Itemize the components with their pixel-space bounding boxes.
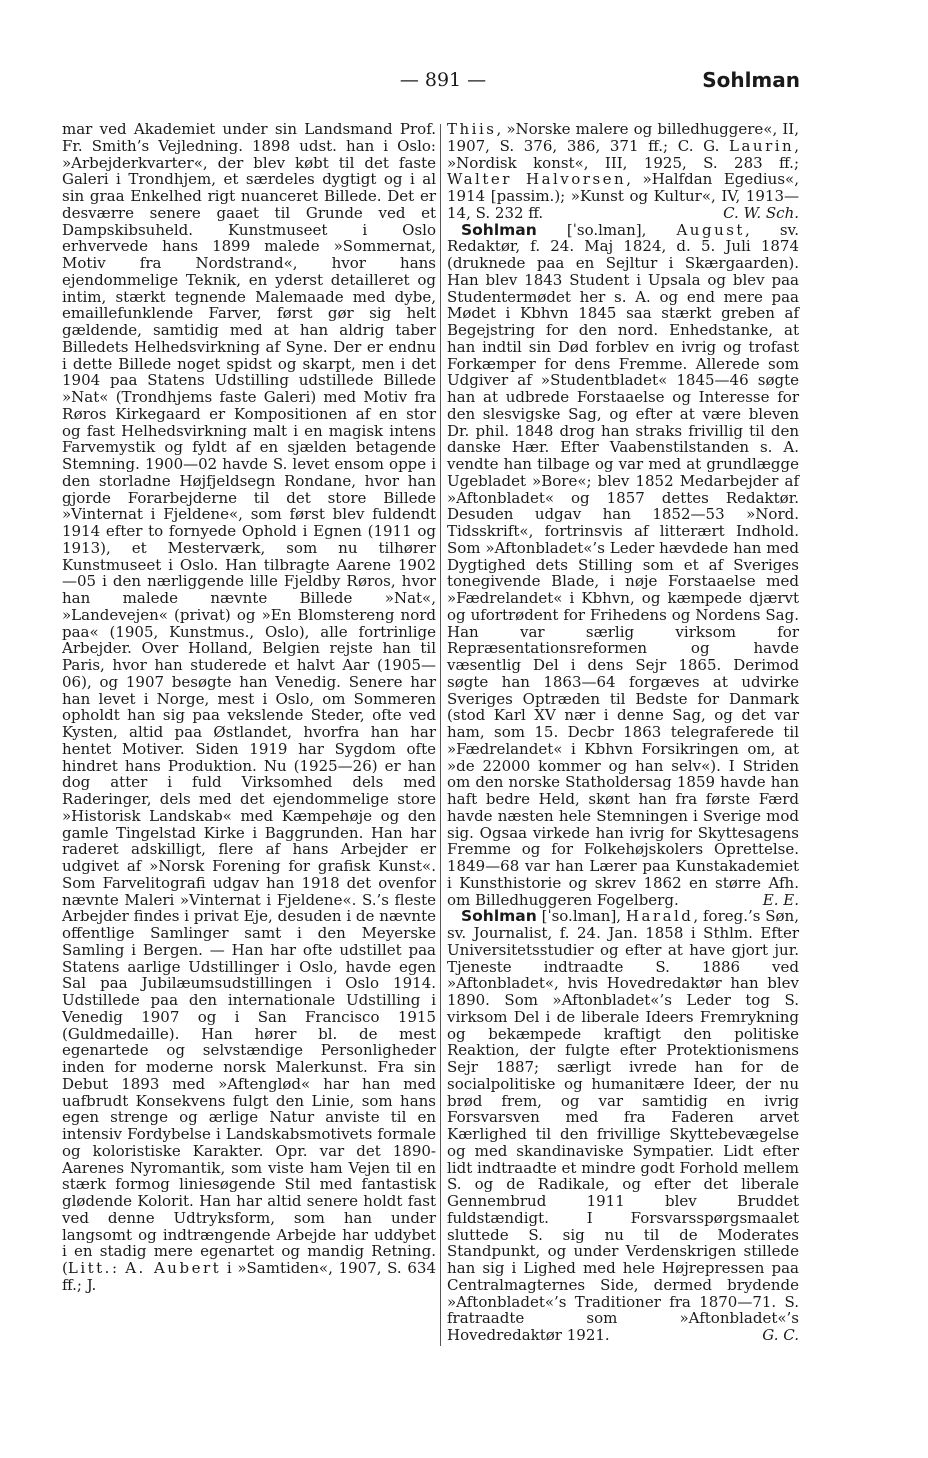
running-head: Sohlman xyxy=(702,68,800,92)
left-column-paragraph xyxy=(62,121,436,1294)
ref-text-2: , »Nordisk konst«, III, 1925, S. 283 ff.; xyxy=(447,136,799,172)
continued-references xyxy=(447,121,799,222)
given-name-harald: Harald xyxy=(625,907,694,926)
entry-harald-text: , foreg.’s Søn, sv. Journalist, f. 24. Jan. 1858 i Sthlm. Efter Universitetsstudier og efter at have gjort jur. Tjeneste indtraadte S. 1886 ved »Aftonbladet«, hvis Hovedredaktør han blev 1890. Som »Aftonbladet«’s Leder tog S. virksom Del i de liberale Ideers Fremrykning og bekæmpede kraftigt den politiske Reaktion, der fulgte efter Protektionismens Sejr 1887; særligt ivrede han for de socialpolitiske og humanitære Ideer, der nu brød frem, og var samtidig en ivrig Forsvarsven med fra Faderen arvet Kærlighed til den frivillige Skyttebevægelse og med skandinaviske Sympatier. Lidt efter lidt indtraadte et mindre godt Forhold mellem S. og de Radikale, og efter det liberale Gennembrud 1911 blev Bruddet fuldstændigt. I Forsvarsspørgsmaalet sluttede S. sig nu til de Moderates Standpunkt, og under Verdenskrigen stillede han sig i Lighed med hele Højrepressen paa Centralmagternes Side, dermed brydende »Aftonbladet«’s Traditioner fra 1870—71. S. fratraadte som »Aftonbladet«’s Hovedredaktør 1921. xyxy=(447,907,799,1344)
given-name-august: August xyxy=(676,220,745,239)
right-column xyxy=(447,121,799,1344)
left-text-end: i »Samtiden«, 1907, S. 634 ff.; J. xyxy=(62,1259,436,1294)
signature-gc: G. C. xyxy=(762,1326,799,1344)
pronunciation: [ˈso.lman], xyxy=(536,907,626,926)
author-laurin: Laurin xyxy=(729,136,795,155)
author-thiis: Thiis xyxy=(447,120,497,138)
ref-text-3: , »Halfdan Egedius«, 1914 [passim.); »Kunst og Kultur«, IV, 1913—14, S. 232 ff. xyxy=(447,170,799,222)
entry-august-text: , sv. Redaktør, f. 24. Maj 1824, d. 5. Juli 1874 (druknede paa en Sejltur i Skærgaarden). Han blev 1843 Student i Upsala og blev paa Studentermødet her s. A. og end mere paa Mødet i Kbhvn 1845 saa stærkt greben af Begejstring for den nord. Enhedstanke, at han indtil sin Død forblev en ivrig og trofast Forkæmper for dens Fremme. Allerede som Udgiver af »Studentbladet« 1845—46 søgte han at udbrede Forstaaelse og Interesse for den slesvigske Sag, og efter at være bleven Dr. phil. 1848 drog han straks frivillig til den danske Hær. Efter Vaabenstilstanden s. A. vendte han tilbage og var med at grundlægge Ugebladet »Bore«; blev 1852 Medarbejder af »Aftonbladet« og 1857 dettes Redaktør. Desuden udgav han 1852—53 »Nord. Tidsskrift«, fortrinsvis af litterært Indhold. Som »Aftonbladet«’s Leder hævdede han med Dygtighed dets Stilling som et af Sveriges tonegivende Blade, i nøje Forstaaelse med »Fædrelandet« i Kbhvn, og kæmpede djærvt og ufortrødent for Frihedens og Nordens Sag. Han var særlig virksom for Repræsentationsreformen og havde væsentlig Del i dens Sejr 1865. Derimod søgte han 1863—64 forgæves at udvirke Sveriges Optræden til Bedste for Danmark (stod Karl XV nær i denne Sag, og det var ham, som 15. Decbr 1863 telegraferede til »Fædrelandet« i Kbhvn Forsikringen om, at »de 22000 kommer og han selv«). I Striden om den norske Statholdersag 1859 havde han haft bedre Held, skønt han fra første Færd havde næsten hele Stemningen i Sverige mod sig. Ogsaa virkede han ivrig for Skyttesagens Fremme og for Folkehøjskolers Oprettelse. 1849—68 var han Lærer paa Kunstakademiet i Kunsthistorie og skrev 1862 en større Afh. om Billedhuggeren Fogelberg. xyxy=(447,220,799,909)
page-number: — 891 — xyxy=(399,69,487,91)
page-header xyxy=(0,66,928,96)
column-divider xyxy=(440,124,441,1346)
headword-sohlman-august: Sohlman xyxy=(461,220,537,239)
pronunciation: [ˈso.lman], xyxy=(536,220,677,239)
ref-text-1: , »Norske malere og billedhuggere«, II, 1907, S. 376, 386, 371 ff.; C. G. xyxy=(447,120,799,155)
entry-august-sohlman xyxy=(447,222,799,909)
left-column xyxy=(62,121,436,1294)
signature-cwsch: C. W. Sch. xyxy=(723,203,799,222)
signature-ee: E. E. xyxy=(762,890,799,909)
entry-harald-sohlman xyxy=(447,908,799,1344)
author-aubert: A. Aubert xyxy=(125,1259,222,1277)
left-text: mar ved Akademiet under sin Landsmand Prof. Fr. Smith’s Vejledning. 1898 udst. han i Oslo: »Arbejderkvarter«, der blev købt til det faste Galeri i Trondhjem, et særdeles dygtigt og i al sin graa Enkelhed rigt nuanceret Billede. Det er desværre senere gaaet til Grunde ved et Dampskibsuheld. Kunstmuseet i Oslo erhvervede hans 1899 malede »Sommernat, Motiv fra Nordstrand«, hvor hans ejendommelige Teknik, en yderst detailleret og intim, stærkt tegnende Malemaade med dybe, emaillefunklende Farver, først gør sig helt gældende, samtidig med at han aldrig taber Billedets Helhedsvirkning af Syne. Der er endnu i dette Billede noget spidst og skarpt, men i det 1904 paa Statens Udstilling udstillede Billede »Nat« (Trondhjems faste Galeri) med Motiv fra Røros Kirkegaard er Kompositionen af en stor og fast Helhedsvirkning malt i en magisk intens Farvemystik og fyldt af en sjælden betagende Stemning. 1900—02 havde S. levet ensom oppe i den storladne Højfjeldsegn Rondane, hvor han gjorde Forarbejderne til det store Billede »Vinternat i Fjeldene«, som først blev fuldendt 1914 efter to fornyede Ophold i Egnen (1911 og 1913), et Mesterværk, som nu tilhører Kunstmuseet i Oslo. Han tilbragte Aarene 1902—05 i den nærliggende lille Fjeldby Røros, hvor han malede nævnte Billede »Nat«, »Landevejen« (privat) og »En Blomstereng nord paa« (1905, Kunstmus., Oslo), alle fortrinlige Arbejder. Over Holland, Belgien rejste han til Paris, hvor han studerede et halvt Aar (1905—06), og 1907 besøgte han Venedig. Senere har han levet i Norge, mest i Oslo, om Sommeren opholdt han sig paa vekslende Steder, ofte ved Kysten, altid paa Østlandet, hvorfra han har hentet Motiver. Siden 1919 har Sygdom ofte hindret hans Produktion. Nu (1925—26) er han dog atter i fuld Virksomhed dels med Raderinger, dels med det ejendommelige store »Historisk Landskab« med Kæmpehøje og den gamle Tingelstad Kirke i Baggrunden. Han har raderet adskilligt, flere af hans Arbejder er udgivet af »Norsk Forening for grafisk Kunst«. Som Farvelitografi udgav han 1918 det ovenfor nævnte Maleri »Vinternat i Fjeldene«. S.’s fleste Arbejder findes i privat Eje, desuden i de nævnte offentlige Samlinger samt i den Meyerske Samling i Bergen. — Han har ofte udstillet paa Statens aarlige Udstillinger i Oslo, havde egen Sal paa Jubilæumsudstillingen i Oslo 1914. Udstillede paa den internationale Udstilling i Venedig 1907 og i San Francisco 1915 (Guldmedaille). Han hører bl. de mest egenartede og selvstændige Personligheder inden for moderne norsk Malerkunst. Fra sin Debut 1893 med »Aftenglød« har han med uafbrudt Konsekvens fulgt den Linie, som hans egen strenge og ærlige Natur anviste til en intensiv Fordybelse i Landskabsmotivets formale og koloristiske Karakter. Opr. var det 1890-Aarenes Nyromantik, som viste ham Vejen til en stærk formog liniesøgende Stil med fantastisk glødende Kolorit. Han har altid senere holdt fast ved denne Udtryksform, som han under langsomt og indtrængende Arbejde har uddybet i en stadig mere egenartet og mandig Retning. ( xyxy=(62,120,436,1277)
headword-sohlman-harald: Sohlman xyxy=(461,907,537,926)
author-halvorsen: Walter Halvorsen xyxy=(447,170,627,189)
litt-label: Litt.: xyxy=(67,1259,120,1277)
